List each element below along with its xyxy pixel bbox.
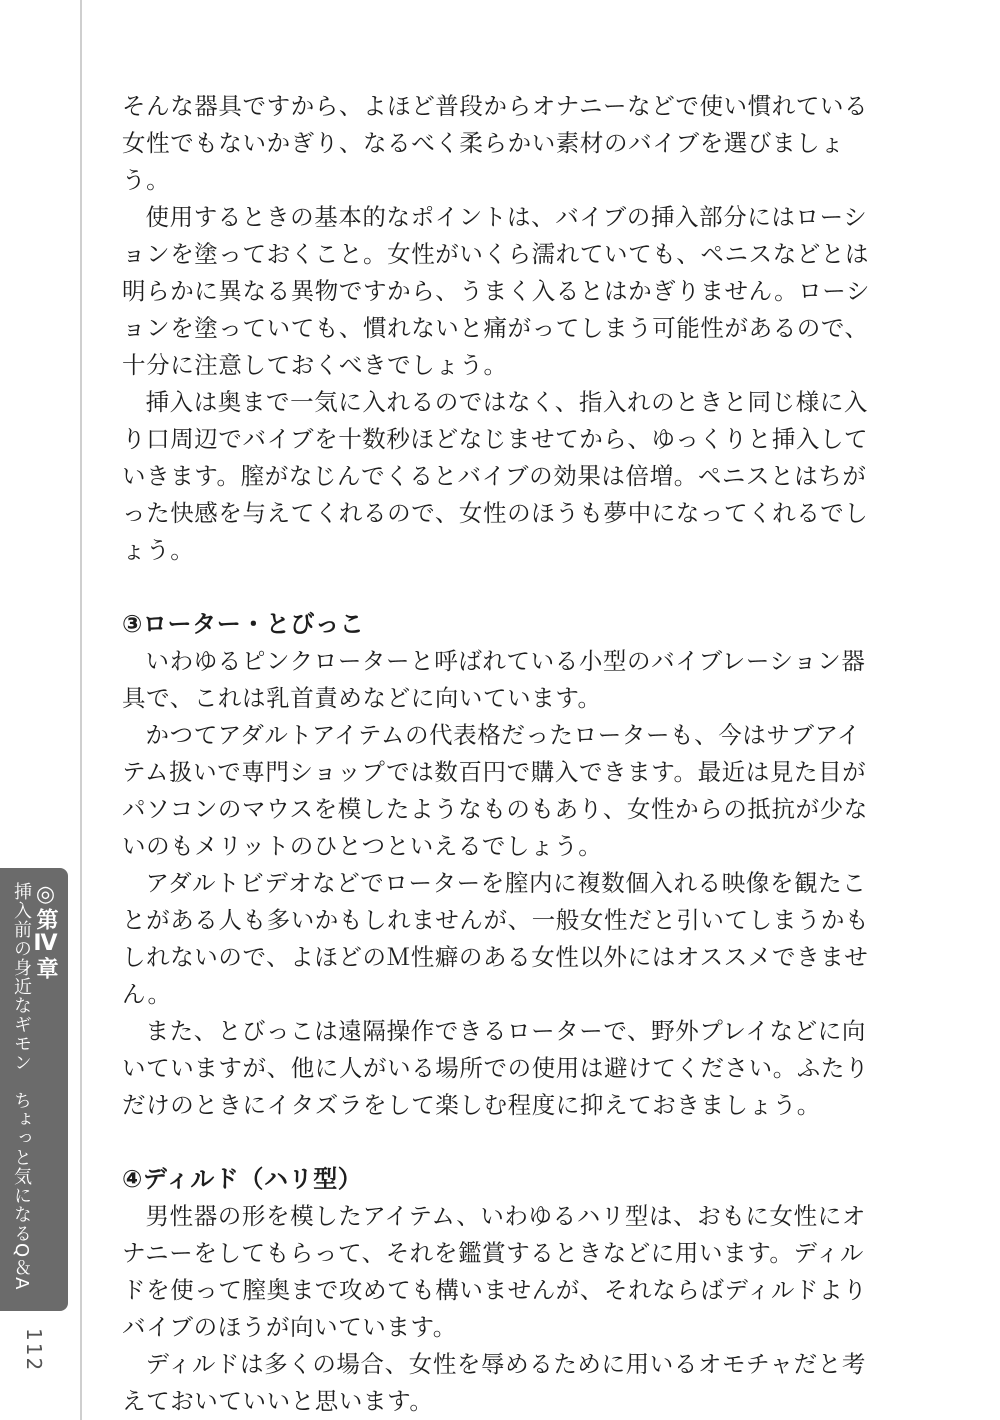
chapter-title: 挿入前の身近なギモン ちょっと気になるQ＆A — [11, 882, 32, 1291]
spacer — [122, 569, 882, 606]
paragraph: アダルトビデオなどでローターを膣内に複数個入れる映像を観たことがある人も多いかもしれませんが、一般女性だと引いてしまうかもしれないので、よほどのＭ性癖のある女性以外にはオススメできません。 — [122, 869, 870, 1008]
paragraph: かつてアダルトアイテムの代表格だったローターも、今はサブアイテム扱いで専門ショップでは数百円で購入できます。最近は見た目がパソコンのマウスを模したようなものもあり、女性からの抵抗が少ないのもメリットのひとつといえるでしょう。 — [122, 721, 868, 860]
paragraph: 男性器の形を模したアイテム、いわゆるハリ型は、おもに女性にオナニーをしてもらって、それを鑑賞するときなどに用います。ディルドを使って膣奥まで攻めても構いませんが、それならばディルドよりバイブのほうが向いています。 — [122, 1202, 868, 1341]
paragraph: そんな器具ですから、よほど普段からオナニーなどで使い慣れている女性でもないかぎり、なるべく柔らかい素材のバイブを選びましょう。 — [122, 92, 869, 194]
paragraph: 挿入は奥まで一気に入れるのではなく、指入れのときと同じ様に入り口周辺でバイブを十数秒ほどなじませてから、ゆっくりと挿入していきます。膣がなじんでくるとバイブの効果は倍増。ペニスとはちがった快感を与えてくれるので、女性のほうも夢中になってくれるでしょう。 — [122, 388, 869, 564]
page-number: 112 — [22, 1328, 46, 1373]
body-text — [122, 88, 882, 1420]
margin-rule — [80, 0, 82, 1420]
paragraph: 使用するときの基本的なポイントは、バイブの挿入部分にはローションを塗っておくこと。女性がいくら濡れていても、ペニスなどとは明らかに異なる異物ですから、うまく入るとはかぎりません。ローションを塗っていても、慣れないと痛がってしまう可能性があるので、十分に注意しておくべきでしょう。 — [122, 203, 871, 379]
paragraph: また、とびっこは遠隔操作できるローターで、野外プレイなどに向いていますが、他に人がいる場所での使用は避けてください。ふたりだけのときにイタズラをして楽しむ程度に抑えておきましょう。 — [122, 1017, 870, 1119]
section-heading: ③ローター・とびっこ — [122, 610, 365, 638]
spacer — [122, 1124, 882, 1161]
chapter-label: ◎第Ⅳ章 — [33, 882, 58, 980]
paragraph: ディルドは多くの場合、女性を辱めるために用いるオモチャだと考えておいていいと思います。 — [122, 1350, 866, 1415]
paragraph: いわゆるピンクローターと呼ばれている小型のバイブレーション器具で、これは乳首責めなどに向いています。 — [122, 647, 866, 712]
section-heading: ④ディルド（ハリ型） — [122, 1165, 363, 1193]
